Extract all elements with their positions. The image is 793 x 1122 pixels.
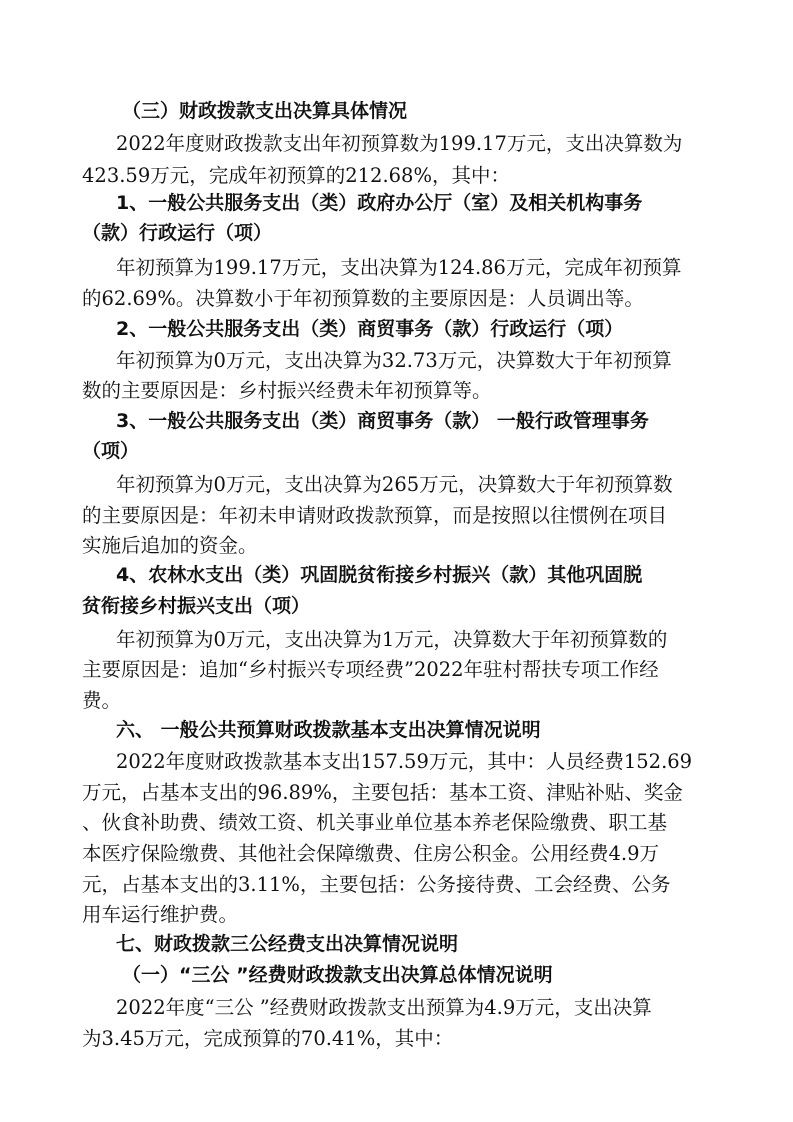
item-3-body-line-3: 实施后追加的资金。 <box>82 534 258 557</box>
section-6-body-line-5: 元，占基本支出的3.11%，主要包括：公务接待费、工会经费、公务 <box>82 873 671 896</box>
item-1-body-line-2: 的62.69%。决算数小于年初预算数的主要原因是：人员调出等。 <box>82 287 644 310</box>
item-4-body-line-2: 主要原因是：追加“乡村振兴专项经费”2022年驻村帮扶专项工作经 <box>82 658 659 681</box>
section-6-body-line-2: 万元，占基本支出的96.89%，主要包括：基本工资、津贴补贴、奖金 <box>82 781 683 804</box>
item-3-heading-line-1: 3、一般公共服务支出（类）商贸事务（款） 一般行政管理事务 <box>116 410 649 432</box>
item-4-heading-line-1: 4、农林水支出（类）巩固脱贫衔接乡村振兴（款）其他巩固脱 <box>116 564 643 586</box>
item-1-heading-line-1: 1、一般公共服务支出（类）政府办公厅（室）及相关机构事务 <box>116 192 643 214</box>
item-4-heading-line-2: 贫衔接乡村振兴支出（项） <box>82 595 311 617</box>
item-2-body-line-1: 年初预算为0万元，支出决算为32.73万元，决算数大于年初预算 <box>116 349 672 372</box>
item-3-body-line-2: 的主要原因是：年初未申请财政拨款预算，而是按照以往惯例在项目 <box>82 504 668 527</box>
section-6-body-line-6: 用车运行维护费。 <box>82 903 239 926</box>
section-6-body-line-3: 、伙食补助费、绩效工资、机关事业单位基本养老保险缴费、职工基 <box>82 811 668 834</box>
item-2-body-line-2: 数的主要原因是：乡村振兴经费未年初预算等。 <box>82 379 492 402</box>
item-1-body-line-1: 年初预算为199.17万元，支出决算为124.86万元，完成年初预算 <box>116 256 682 279</box>
item-4-body-line-1: 年初预算为0万元，支出决算为1万元，决算数大于年初预算数的 <box>116 628 668 651</box>
section-7-sub-heading: （一）“三公 ”经费财政拨款支出决算总体情况说明 <box>122 964 553 986</box>
item-2-heading: 2、一般公共服务支出（类）商贸事务（款）行政运行（项） <box>116 318 624 340</box>
section-6-heading: 六、 一般公共预算财政拨款基本支出决算情况说明 <box>116 719 541 741</box>
section-3-heading: （三）财政拨款支出决算具体情况 <box>122 100 408 122</box>
section-7-body-line-2: 为3.45万元，完成预算的70.41%，其中： <box>82 1027 454 1050</box>
item-3-heading-line-2: （项） <box>82 440 140 462</box>
item-3-body-line-1: 年初预算为0万元，支出决算为265万元，决算数大于年初预算数 <box>116 473 673 496</box>
section-7-heading: 七、财政拨款三公经费支出决算情况说明 <box>116 933 459 955</box>
section-7-body-line-1: 2022年度“三公 ”经费财政拨款支出预算为4.9万元，支出决算 <box>116 996 652 1019</box>
item-1-heading-line-2: （款）行政运行（项） <box>82 222 273 244</box>
section-3-intro-line-2: 423.59万元，完成年初预算的212.68%，其中： <box>82 164 510 187</box>
section-6-body-line-1: 2022年度财政拨款基本支出157.59万元，其中：人员经费152.69 <box>116 750 693 773</box>
section-6-body-line-4: 本医疗保险缴费、其他社会保障缴费、住房公积金。公用经费4.9万 <box>82 842 660 865</box>
item-4-body-line-3: 费。 <box>82 689 122 712</box>
section-3-intro-line-1: 2022年度财政拨款支出年初预算数为199.17万元，支出决算数为 <box>116 132 683 155</box>
